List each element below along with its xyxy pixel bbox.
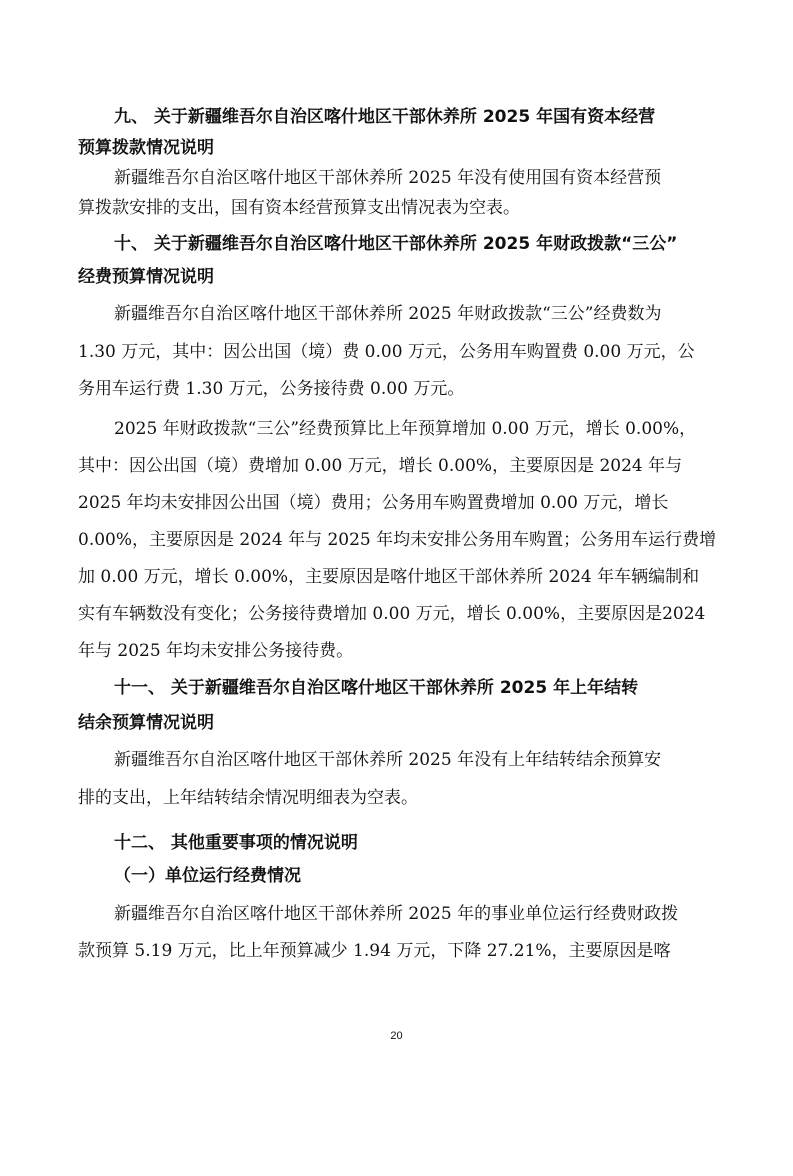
heading-11-line-2: 结余预算情况说明 (78, 713, 214, 733)
paragraph-line: 实有车辆数没有变化；公务接待费增加 0.00 万元，增长 0.00%，主要原因是2024 (78, 604, 706, 624)
paragraph-line: 1.30 万元，其中：因公出国（境）费 0.00 万元，公务用车购置费 0.00 万元，公 (78, 342, 695, 362)
paragraph-line: 0.00%，主要原因是 2024 年与 2025 年均未安排公务用车购置；公务用车运行费增 (78, 530, 717, 550)
paragraph-line: 加 0.00 万元，增长 0.00%，主要原因是喀什地区干部休养所 2024 年车辆编制和 (78, 567, 700, 587)
heading-9-line-2: 预算拨款情况说明 (78, 138, 214, 158)
paragraph-line: 排的支出，上年结转结余情况明细表为空表。 (78, 788, 418, 808)
paragraph-line: 2025 年财政拨款“三公”经费预算比上年预算增加 0.00 万元，增长 0.00%， (114, 419, 697, 439)
heading-11-line-1: 十一、 关于新疆维吾尔自治区喀什地区干部休养所 2025 年上年结转 (114, 678, 639, 698)
heading-9-line-1: 九、 关于新疆维吾尔自治区喀什地区干部休养所 2025 年国有资本经营 (114, 107, 656, 127)
paragraph-line: 新疆维吾尔自治区喀什地区干部休养所 2025 年的事业单位运行经费财政拨 (114, 904, 679, 924)
paragraph-line: 新疆维吾尔自治区喀什地区干部休养所 2025 年没有上年结转结余预算安 (114, 750, 662, 770)
paragraph-line: 算拨款安排的支出，国有资本经营预算支出情况表为空表。 (78, 198, 520, 218)
paragraph-line: 款预算 5.19 万元，比上年预算减少 1.94 万元，下降 27.21%，主要原因是喀 (78, 941, 671, 961)
paragraph-line: 新疆维吾尔自治区喀什地区干部休养所 2025 年财政拨款“三公”经费数为 (114, 304, 662, 324)
subheading-1: （一）单位运行经费情况 (114, 866, 301, 886)
paragraph-line: 务用车运行费 1.30 万元，公务接待费 0.00 万元。 (78, 379, 465, 399)
paragraph-line: 年与 2025 年均未安排公务接待费。 (78, 641, 354, 661)
paragraph-line: 新疆维吾尔自治区喀什地区干部休养所 2025 年没有使用国有资本经营预 (114, 168, 662, 188)
paragraph-line: 其中：因公出国（境）费增加 0.00 万元，增长 0.00%，主要原因是 2024 年与 (78, 456, 683, 476)
heading-10-line-1: 十、 关于新疆维吾尔自治区喀什地区干部休养所 2025 年财政拨款“三公” (114, 234, 678, 254)
page-number: 20 (390, 1030, 403, 1042)
heading-10-line-2: 经费预算情况说明 (78, 267, 214, 287)
paragraph-line: 2025 年均未安排因公出国（境）费用；公务用车购置费增加 0.00 万元，增长 (78, 493, 669, 513)
heading-12: 十二、 其他重要事项的情况说明 (114, 833, 358, 853)
